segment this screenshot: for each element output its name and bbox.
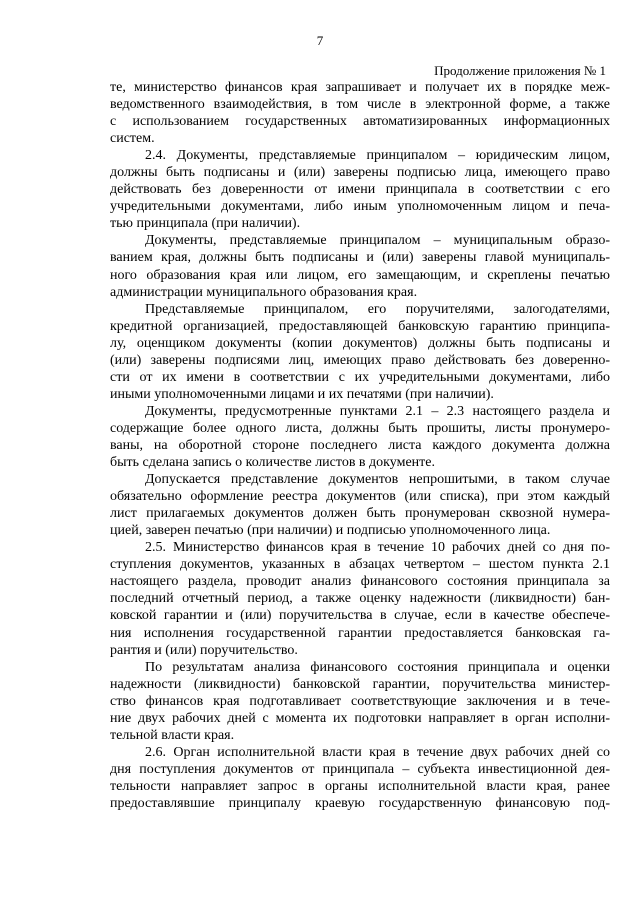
paragraph <box>110 232 610 300</box>
paragraph-line: дня поступления документов от принципала – субъекта инвестиционной дея- <box>110 761 610 777</box>
paragraph-line: ваны, на оборотной стороне последнего листа каждого документа должна <box>110 437 610 453</box>
paragraph-line: 2.6. Орган исполнительной власти края в течение двух рабочих дней со <box>145 744 610 760</box>
paragraph-line: предоставлявшие принципалу краевую государственную финансовую под- <box>110 795 610 811</box>
paragraph-line: По результатам анализа финансового состояния принципала и оценки <box>145 659 610 675</box>
paragraph-line: систем. <box>110 131 155 147</box>
paragraph-line: те, министерство финансов края запрашивает и получает их в порядке меж- <box>110 80 610 95</box>
paragraph-line: ство финансов края подготавливает соответствующие заключения и в тече- <box>110 693 610 709</box>
document-body <box>110 79 610 812</box>
paragraph-line: ведомственного взаимодействия, в том числе в электронной форме, а также <box>110 97 610 113</box>
paragraph-line: ковской гарантии и (или) поручительства в случае, если в качестве обеспече- <box>110 608 610 624</box>
paragraph-line: лу, оценщиком документы (копии документов) должны быть подписаны и <box>110 335 610 351</box>
paragraph <box>110 147 610 232</box>
paragraph-line: иными уполномоченными лицами и их печатями (при наличии). <box>110 386 494 402</box>
appendix-continuation-label: Продолжение приложения № 1 <box>434 63 606 78</box>
paragraph-line: Документы, представляемые принципалом – муниципальным образо- <box>145 233 610 249</box>
paragraph <box>110 539 610 658</box>
paragraph-line: лист прилагаемых документов должен быть пронумерован сквозной нумера- <box>110 506 610 522</box>
paragraph-line: ного образования края или лицом, его замещающим, и скреплены печатью <box>110 267 610 283</box>
paragraph-line: ванием края, должны быть подписаны и (или) заверены главой муниципаль- <box>110 250 610 266</box>
paragraph-line: 2.5. Министерство финансов края в течение 10 рабочих дней со дня по- <box>145 540 610 556</box>
paragraph-line: действовать без доверенности от имени принципала в соответствии с его <box>110 182 610 198</box>
paragraph <box>110 301 610 403</box>
paragraph-line: последний отчетный период, а также оценку надежности (ликвидности) бан- <box>110 591 610 607</box>
paragraph-line: учредительными документами, либо иным уполномоченным лицом и печа- <box>110 199 610 215</box>
paragraph-line: кредитной организацией, предоставляющей банковскую гарантию принципа- <box>110 318 610 334</box>
paragraph-line: цией, заверен печатью (при наличии) и подписью уполномоченного лица. <box>110 523 551 539</box>
paragraph-line: содержащие более одного листа, должны быть прошиты, листы пронумеро- <box>110 420 610 436</box>
paragraph-line: сти от их имени в соответствии с их учредительными документами, либо <box>110 369 610 385</box>
paragraph-line: ступления документов, указанных в абзацах четвертом – шестом пункта 2.1 <box>110 557 610 573</box>
paragraph-line: тельности направляет запрос в органы исполнительной власти края, ранее <box>110 778 610 794</box>
paragraph-line: 2.4. Документы, представляемые принципалом – юридическим лицом, <box>145 148 610 164</box>
paragraph-line: настоящего раздела, проводит анализ финансового состояния принципала за <box>110 574 610 590</box>
paragraph-line: Представляемые принципалом, его поручителями, залогодателями, <box>145 301 610 317</box>
paragraph <box>110 744 610 812</box>
paragraph-line: администрации муниципального образования края. <box>110 284 418 300</box>
paragraph <box>110 79 610 147</box>
paragraph-line: (или) заверены подписями лиц, имеющих право действовать без доверенно- <box>110 352 610 368</box>
paragraph <box>110 403 610 471</box>
paragraph-line: быть сделана запись о количестве листов в документе. <box>110 455 435 471</box>
paragraph-line: надежности (ликвидности) банковской гарантии, поручительства министер- <box>110 676 610 692</box>
paragraph <box>110 659 610 744</box>
page-number: 7 <box>316 33 324 48</box>
paragraph-line: обязательно оформление реестра документов (или списка), при этом каждый <box>110 489 610 505</box>
paragraph-line: Документы, предусмотренные пунктами 2.1 – 2.3 настоящего раздела и <box>145 403 610 419</box>
paragraph-line: рантия и (или) поручительство. <box>110 642 298 658</box>
paragraph-line: должны быть подписаны и (или) заверены подписью лица, имеющего право <box>110 165 610 181</box>
paragraph-line: тельной власти края. <box>110 727 235 743</box>
paragraph-line: тью принципала (при наличии). <box>110 216 301 232</box>
paragraph-line: Допускается представление документов непрошитыми, в таком случае <box>145 472 610 488</box>
paragraph <box>110 471 610 539</box>
paragraph-line: ние двух рабочих дней с момента их подготовки направляет в орган исполни- <box>110 710 610 726</box>
paragraph-line: ния исполнения государственной гарантии предоставляется банковская га- <box>110 625 610 641</box>
paragraph-line: с использованием государственных автоматизированных информационных <box>110 114 610 130</box>
